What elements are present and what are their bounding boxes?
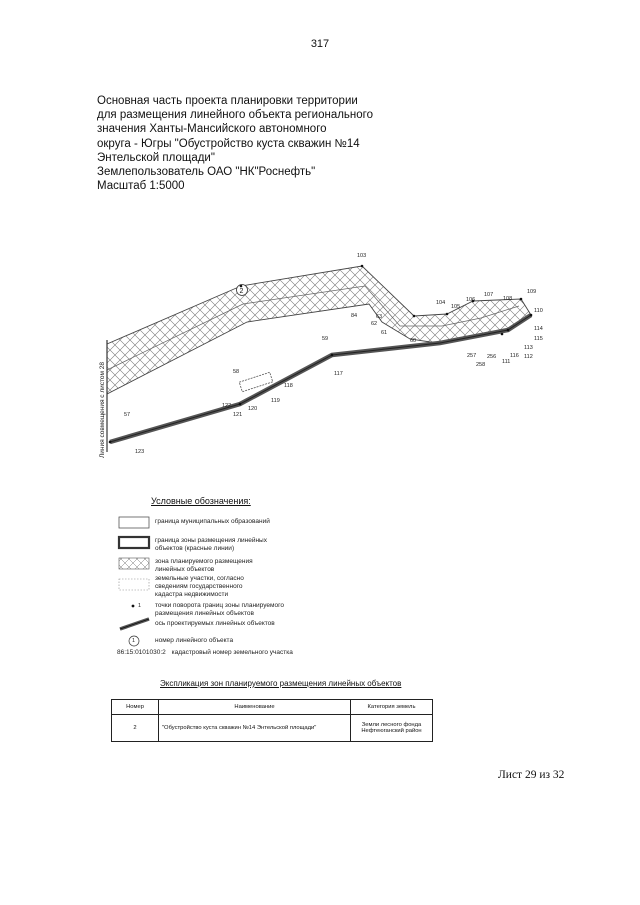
point-label: 122 — [222, 403, 232, 409]
table-row — [112, 715, 433, 742]
turn-point-symbol — [132, 605, 135, 608]
title-line: значения Ханты-Мансийского автономного — [97, 123, 327, 136]
point-label: 121 — [233, 412, 243, 418]
header-number: Номер — [112, 700, 159, 715]
point-label: 123 — [135, 449, 145, 455]
legend-cadastral-row — [117, 649, 347, 657]
point-label: 114 — [534, 326, 543, 332]
legend-item: ось проектируемых линейных объектов — [155, 620, 275, 627]
sheet-join-label: Линия совмещения с листом 28 — [99, 361, 106, 458]
legend-item: граница муниципальных образований — [155, 518, 270, 525]
header-name: Наименование — [159, 700, 351, 715]
row-number: 2 — [112, 715, 159, 742]
point-label: 117 — [334, 371, 343, 377]
legend-point-sample: 1 — [138, 603, 142, 609]
point-label: 57 — [124, 412, 131, 418]
point-label: 110 — [534, 308, 543, 314]
point-label: 116 — [510, 353, 519, 359]
object-number: 2 — [239, 288, 244, 295]
legend-symbols — [117, 515, 153, 655]
legend-item: земельные участки, согласно сведениям государственного кадастра недвижимости — [155, 575, 244, 598]
point-label: 115 — [534, 336, 543, 342]
planned-zone-symbol — [119, 558, 149, 569]
point-label: 59 — [322, 336, 329, 342]
title-line: округа - Югры "Обустройство куста скважин №14 — [97, 137, 360, 150]
legend-item: точки поворота границ зоны планируемого размещения линейных объектов — [155, 602, 284, 617]
legend-item: номер линейного объекта — [155, 637, 234, 644]
point-label: 119 — [271, 398, 280, 404]
legend-item: граница зоны размещения линейных объектов (красные линии) — [155, 537, 267, 552]
point-label: 58 — [233, 369, 240, 375]
point-label: 258 — [476, 362, 486, 368]
point-label: 61 — [381, 330, 388, 336]
legend-item: кадастровый номер земельного участка — [171, 649, 293, 656]
axis-symbol — [120, 619, 149, 629]
legend-object-sample: 1 — [132, 638, 136, 644]
point-label: 108 — [503, 296, 513, 302]
cadastral-number-sample: 86:15:0101030:2 — [117, 649, 166, 656]
municipal-boundary-symbol — [119, 517, 149, 528]
point-label: 60 — [410, 338, 417, 344]
title-line: Масштаб 1:5000 — [97, 180, 185, 193]
land-parcel-symbol — [119, 579, 149, 590]
point-label: 107 — [484, 292, 494, 298]
point-label: 109 — [527, 289, 537, 295]
point-label: 112 — [524, 354, 533, 360]
point-label: 84 — [351, 313, 358, 319]
point-label: 103 — [357, 253, 367, 259]
page-number: 317 — [310, 38, 330, 50]
point-label: 111 — [502, 359, 511, 365]
point-label: 62 — [371, 321, 378, 327]
point-label: 104 — [436, 300, 446, 306]
point-label: 105 — [451, 304, 461, 310]
row-category: Земли лесного фонда Нефтеюганский район — [351, 715, 433, 742]
point-label: 118 — [284, 383, 293, 389]
point-label: 63 — [376, 314, 383, 320]
legend-title: Условные обозначения: — [151, 496, 251, 506]
header-category: Категория земель — [351, 700, 433, 715]
sheet-counter: Лист 29 из 32 — [498, 769, 565, 781]
title-line: Землепользователь ОАО "НК"Роснефть" — [97, 166, 316, 179]
point-label: 113 — [524, 345, 533, 351]
explication-table — [111, 699, 433, 742]
point-label: 257 — [467, 353, 477, 359]
explication-title: Экспликация зон планируемого размещения линейных объектов — [160, 679, 402, 688]
point-label: 256 — [487, 354, 497, 360]
red-line-symbol — [119, 537, 149, 548]
point-label: 106 — [466, 297, 476, 303]
row-name: "Обустройство куста скважин №14 Энтельской площади" — [159, 715, 351, 742]
point-label: 120 — [248, 406, 258, 412]
title-line: Энтельской площади" — [97, 151, 215, 164]
table-header-row — [112, 700, 433, 715]
legend-item: зона планируемого размещения линейных объектов — [155, 558, 253, 573]
planned-zone — [107, 266, 531, 394]
title-line: для размещения линейного объекта регионального — [97, 109, 373, 122]
title-line: Основная часть проекта планировки территории — [97, 95, 358, 107]
